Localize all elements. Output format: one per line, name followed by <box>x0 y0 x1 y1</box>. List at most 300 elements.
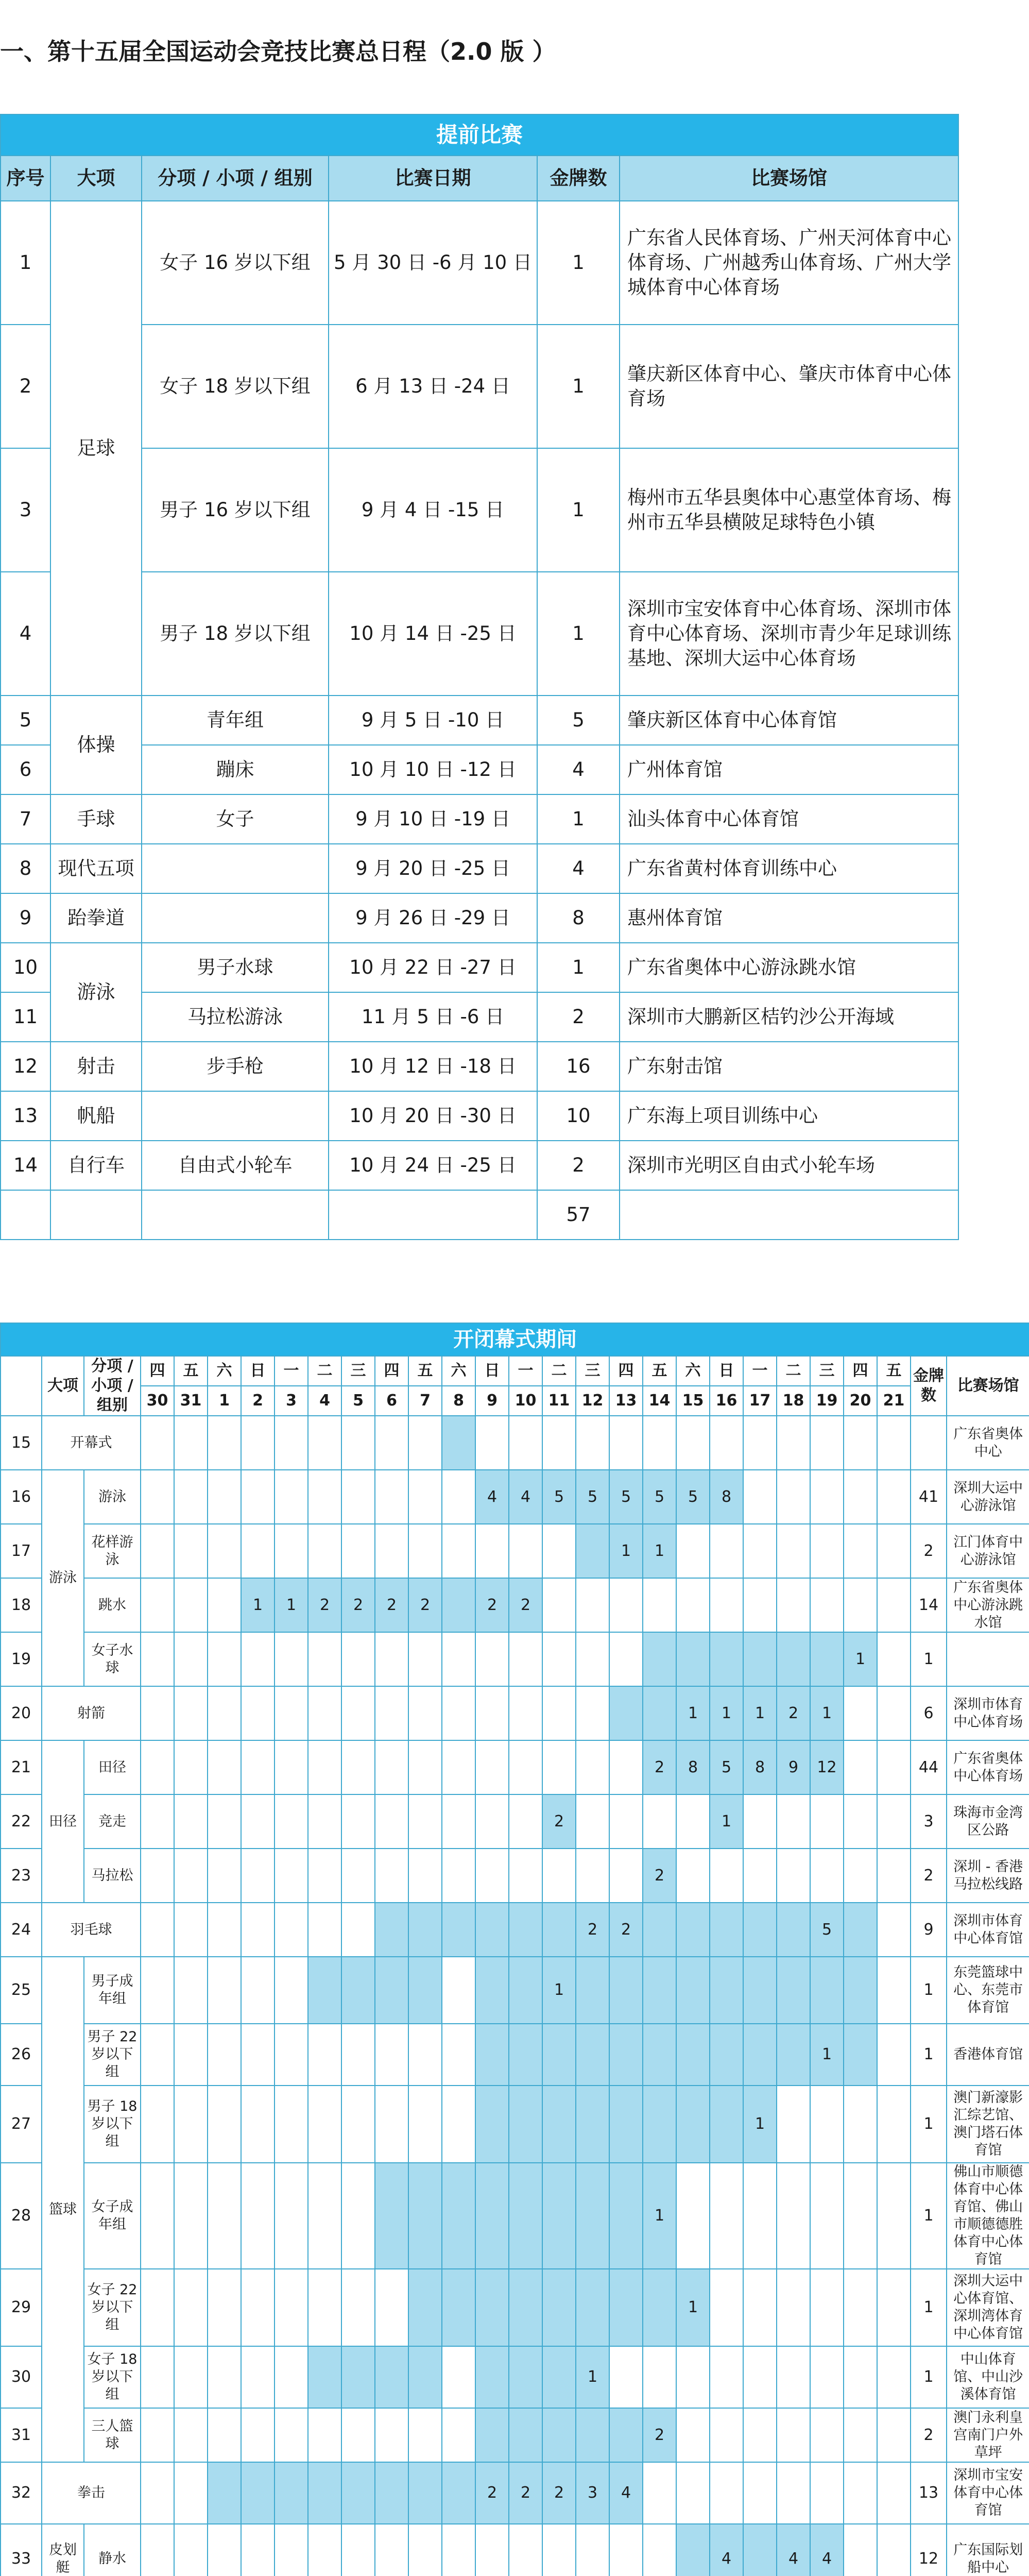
day-cell <box>174 1686 208 1740</box>
row-number: 15 <box>1 1416 42 1470</box>
date-label: 16 <box>710 1386 743 1416</box>
day-cell <box>141 2408 174 2462</box>
day-cell <box>844 2462 877 2524</box>
day-cell <box>208 1957 241 2024</box>
day-cell <box>375 1794 408 1849</box>
venue-cell: 香港体育馆 <box>947 2024 1029 2086</box>
date-label: 20 <box>844 1386 877 1416</box>
day-cell <box>877 1578 911 1632</box>
empty-cell <box>1 1356 42 1416</box>
day-cell <box>241 1686 275 1740</box>
day-cell <box>375 2524 408 2576</box>
early-schedule-table <box>0 114 959 1240</box>
day-cell <box>475 1849 509 1903</box>
day-cell <box>710 1903 743 1957</box>
gold-cell: 1 <box>911 2346 947 2408</box>
day-cell <box>475 1794 509 1849</box>
schedule-row <box>1 1957 1029 2024</box>
day-cell <box>576 1578 609 1632</box>
weekday-label: 五 <box>643 1356 676 1386</box>
day-cell <box>844 1849 877 1903</box>
day-cell <box>174 1903 208 1957</box>
day-cell <box>174 1794 208 1849</box>
gold-cell: 1 <box>911 2024 947 2086</box>
row-number: 22 <box>1 1794 42 1849</box>
weekday-label: 四 <box>609 1356 643 1386</box>
day-cell <box>542 2269 576 2346</box>
sport-cell: 田径 <box>42 1740 84 1903</box>
date-cell: 10 月 10 日 -12 日 <box>329 745 537 794</box>
day-cell <box>408 2086 442 2163</box>
day-cell <box>408 1903 442 1957</box>
row-number: 27 <box>1 2086 42 2163</box>
day-cell <box>375 1524 408 1578</box>
gold-count: 2 <box>475 2462 509 2524</box>
day-cell <box>877 2408 911 2462</box>
early-header-row <box>1 156 958 201</box>
gold-count: 4 <box>710 2524 743 2576</box>
venue-cell: 深圳市大鹏新区桔钓沙公开海域 <box>620 992 958 1042</box>
gold-count: 5 <box>643 1470 676 1524</box>
day-cell <box>375 2024 408 2086</box>
day-cell <box>643 2462 676 2524</box>
sub-cell: 女子水球 <box>84 1632 141 1686</box>
sub-cell: 田径 <box>84 1740 141 1794</box>
venue-cell: 广东省奥体中心游泳跳水馆 <box>947 1578 1029 1632</box>
day-cell <box>542 1416 576 1470</box>
day-cell <box>810 1470 844 1524</box>
day-cell <box>341 2086 375 2163</box>
row-number: 26 <box>1 2024 42 2086</box>
day-cell <box>408 1470 442 1524</box>
day-cell <box>241 1524 275 1578</box>
day-cell <box>174 1524 208 1578</box>
day-cell <box>408 2163 442 2269</box>
date-label: 14 <box>643 1386 676 1416</box>
empty-cell <box>50 1190 142 1240</box>
day-cell <box>877 1632 911 1686</box>
day-cell <box>576 1416 609 1470</box>
day-cell <box>308 2269 341 2346</box>
venue-cell: 广东省奥体中心游泳跳水馆 <box>620 943 958 992</box>
day-cell <box>844 2408 877 2462</box>
day-cell <box>877 1470 911 1524</box>
day-cell <box>475 2024 509 2086</box>
venue-cell: 广东省奥体中心体育场 <box>947 1740 1029 1794</box>
sport-cell: 游泳 <box>42 1470 84 1686</box>
gold-count: 5 <box>542 1470 576 1524</box>
gold-cell: 9 <box>911 1903 947 1957</box>
day-cell <box>241 2024 275 2086</box>
schedule-row <box>1 1740 1029 1794</box>
day-cell <box>576 1849 609 1903</box>
day-cell <box>609 1416 643 1470</box>
sub-cell: 男子 22 岁以下组 <box>84 2024 141 2086</box>
day-cell <box>275 2462 308 2524</box>
day-cell <box>141 2346 174 2408</box>
sport-cell: 手球 <box>50 794 142 844</box>
gold-count: 2 <box>576 1903 609 1957</box>
day-cell <box>408 1632 442 1686</box>
gold-count: 1 <box>676 2269 710 2346</box>
day-cell <box>676 1794 710 1849</box>
gold-count: 8 <box>743 1740 777 1794</box>
sub-cell: 自由式小轮车 <box>142 1141 329 1190</box>
day-cell <box>208 2524 241 2576</box>
day-cell <box>375 1632 408 1686</box>
day-cell <box>576 2086 609 2163</box>
venue-cell: 广东省人民体育场、广州天河体育中心体育场、广州越秀山体育场、广州大学城体育中心体育场 <box>620 201 958 325</box>
day-cell <box>743 2024 777 2086</box>
page-title: 一、第十五届全国运动会竞技比赛总日程（2.0 版 ） <box>0 38 556 65</box>
day-cell <box>475 2524 509 2576</box>
gold-count: 1 <box>710 1794 743 1849</box>
day-cell <box>275 1957 308 2024</box>
date-label: 3 <box>275 1386 308 1416</box>
gold-count: 3 <box>576 2462 609 2524</box>
day-cell <box>341 2524 375 2576</box>
day-cell <box>241 1416 275 1470</box>
venue-cell: 肇庆新区体育中心、肇庆市体育中心体育场 <box>620 325 958 448</box>
day-cell <box>275 2086 308 2163</box>
day-cell <box>777 1416 810 1470</box>
day-cell <box>408 1416 442 1470</box>
venue-cell: 澳门永利皇宫南门户外草坪 <box>947 2408 1029 2462</box>
day-cell <box>442 1686 475 1740</box>
schedule-row <box>1 1794 1029 1849</box>
day-cell <box>509 2163 542 2269</box>
day-cell <box>542 1524 576 1578</box>
day-cell <box>208 2163 241 2269</box>
date-label: 10 <box>509 1386 542 1416</box>
day-cell <box>442 1416 475 1470</box>
sport-cell: 篮球 <box>42 1957 84 2462</box>
schedule-row <box>1 1470 1029 1524</box>
weekday-label: 六 <box>208 1356 241 1386</box>
row-number: 33 <box>1 2524 42 2576</box>
date-label: 8 <box>442 1386 475 1416</box>
day-cell <box>777 1470 810 1524</box>
day-cell <box>877 1849 911 1903</box>
weekday-label: 五 <box>877 1356 911 1386</box>
sport-cell: 皮划艇 <box>42 2524 84 2576</box>
venue-cell: 广州体育馆 <box>620 745 958 794</box>
gold-count: 4 <box>609 2462 643 2524</box>
day-cell <box>241 1794 275 1849</box>
day-cell <box>676 1903 710 1957</box>
date-row <box>1 1386 1029 1416</box>
day-cell <box>375 1957 408 2024</box>
sub-cell: 花样游泳 <box>84 1524 141 1578</box>
gold-count: 4 <box>475 1470 509 1524</box>
early-row <box>1 201 958 325</box>
row-number: 20 <box>1 1686 42 1740</box>
day-cell <box>408 2269 442 2346</box>
sub-cell: 女子 18 岁以下组 <box>84 2346 141 2408</box>
day-cell <box>844 1416 877 1470</box>
gold-cell: 14 <box>911 1578 947 1632</box>
venue-cell: 深圳大运中心游泳馆 <box>947 1470 1029 1524</box>
early-banner: 提前比赛 <box>1 114 958 156</box>
main-schedule-table <box>0 1323 1029 2576</box>
day-cell <box>341 2346 375 2408</box>
date-label: 13 <box>609 1386 643 1416</box>
day-cell <box>810 1632 844 1686</box>
sub-cell <box>142 893 329 943</box>
day-cell <box>475 1524 509 1578</box>
day-cell <box>141 1686 174 1740</box>
day-cell <box>174 2346 208 2408</box>
day-cell <box>174 2408 208 2462</box>
gold-count: 2 <box>509 1578 542 1632</box>
day-cell <box>643 1903 676 1957</box>
day-cell <box>208 2024 241 2086</box>
weekday-label: 一 <box>275 1356 308 1386</box>
day-cell <box>542 2024 576 2086</box>
day-cell <box>676 1957 710 2024</box>
day-cell <box>442 1794 475 1849</box>
day-cell <box>810 2462 844 2524</box>
day-cell <box>609 1632 643 1686</box>
day-cell <box>475 1632 509 1686</box>
day-cell <box>141 1849 174 1903</box>
sub-cell: 青年组 <box>142 696 329 745</box>
day-cell <box>877 2024 911 2086</box>
day-cell <box>141 1578 174 1632</box>
day-cell <box>844 1794 877 1849</box>
day-cell <box>141 2024 174 2086</box>
day-cell <box>710 2086 743 2163</box>
date-cell: 9 月 26 日 -29 日 <box>329 893 537 943</box>
day-cell <box>877 2462 911 2524</box>
day-cell <box>308 2086 341 2163</box>
schedule-row <box>1 2524 1029 2576</box>
day-cell <box>743 1470 777 1524</box>
date-label: 30 <box>141 1386 174 1416</box>
sport-cell: 帆船 <box>50 1091 142 1141</box>
day-cell <box>308 1740 341 1794</box>
header-venue: 比赛场馆 <box>620 156 958 201</box>
day-cell <box>542 1903 576 1957</box>
sub-cell: 三人篮球 <box>84 2408 141 2462</box>
day-cell <box>475 2086 509 2163</box>
day-cell <box>710 2462 743 2524</box>
weekday-label: 六 <box>442 1356 475 1386</box>
sub-cell: 女子 16 岁以下组 <box>142 201 329 325</box>
day-cell <box>174 2024 208 2086</box>
venue-cell: 珠海市金湾区公路 <box>947 1794 1029 1849</box>
day-cell <box>408 2524 442 2576</box>
gold-count: 12 <box>810 1740 844 1794</box>
header-sport: 大项 <box>42 1356 84 1416</box>
day-cell <box>542 1632 576 1686</box>
gold-cell: 1 <box>537 201 620 325</box>
row-number: 21 <box>1 1740 42 1794</box>
row-number: 9 <box>1 893 50 943</box>
day-cell <box>743 1957 777 2024</box>
row-number: 16 <box>1 1470 42 1524</box>
day-cell <box>609 2524 643 2576</box>
weekday-label: 三 <box>576 1356 609 1386</box>
gold-cell: 2 <box>537 992 620 1042</box>
day-cell <box>844 2163 877 2269</box>
gold-count: 2 <box>643 1740 676 1794</box>
venue-cell: 东莞篮球中心、东莞市体育馆 <box>947 1957 1029 2024</box>
day-cell <box>542 2346 576 2408</box>
day-cell <box>141 1524 174 1578</box>
sport-cell: 射击 <box>50 1042 142 1091</box>
date-label: 11 <box>542 1386 576 1416</box>
day-cell <box>643 1632 676 1686</box>
day-cell <box>810 2163 844 2269</box>
day-cell <box>810 2408 844 2462</box>
day-cell <box>475 2163 509 2269</box>
sub-cell <box>142 844 329 893</box>
day-cell <box>174 2269 208 2346</box>
row-number: 4 <box>1 572 50 696</box>
day-cell <box>576 1686 609 1740</box>
day-cell <box>308 1524 341 1578</box>
row-number: 25 <box>1 1957 42 2024</box>
day-cell <box>375 1416 408 1470</box>
day-cell <box>442 1740 475 1794</box>
day-cell <box>341 2269 375 2346</box>
row-number: 6 <box>1 745 50 794</box>
schedule-row <box>1 2408 1029 2462</box>
sport-cell: 羽毛球 <box>42 1903 141 1957</box>
day-cell <box>710 2346 743 2408</box>
day-cell <box>676 1578 710 1632</box>
venue-cell: 深圳 - 香港马拉松线路 <box>947 1849 1029 1903</box>
date-label: 2 <box>241 1386 275 1416</box>
day-cell <box>475 1903 509 1957</box>
sub-cell: 游泳 <box>84 1470 141 1524</box>
day-cell <box>442 1957 475 2024</box>
day-cell <box>174 1470 208 1524</box>
schedule-row <box>1 1903 1029 1957</box>
date-label: 21 <box>877 1386 911 1416</box>
day-cell <box>141 2163 174 2269</box>
day-cell <box>308 2408 341 2462</box>
day-cell <box>141 2462 174 2524</box>
day-cell <box>710 1632 743 1686</box>
day-cell <box>844 1903 877 1957</box>
date-cell: 10 月 24 日 -25 日 <box>329 1141 537 1190</box>
day-cell <box>275 2408 308 2462</box>
day-cell <box>643 2524 676 2576</box>
day-cell <box>810 1957 844 2024</box>
day-cell <box>777 2269 810 2346</box>
day-cell <box>341 2163 375 2269</box>
weekday-label: 二 <box>777 1356 810 1386</box>
gold-count: 1 <box>643 1524 676 1578</box>
schedule-row <box>1 1578 1029 1632</box>
main-banner-row <box>1 1323 1029 1356</box>
day-cell <box>408 1957 442 2024</box>
row-number: 1 <box>1 201 50 325</box>
day-cell <box>208 2408 241 2462</box>
day-cell <box>844 2524 877 2576</box>
gold-cell: 1 <box>537 572 620 696</box>
sport-cell: 游泳 <box>50 943 142 1042</box>
day-cell <box>609 2086 643 2163</box>
day-cell <box>777 1524 810 1578</box>
weekday-label: 四 <box>375 1356 408 1386</box>
day-cell <box>877 1903 911 1957</box>
day-cell <box>241 2086 275 2163</box>
gold-count: 8 <box>676 1740 710 1794</box>
gold-cell: 6 <box>911 1686 947 1740</box>
day-cell <box>241 1632 275 1686</box>
gold-cell: 12 <box>911 2524 947 2576</box>
schedule-row <box>1 2462 1029 2524</box>
venue-cell: 广东省奥体中心 <box>947 1416 1029 1470</box>
row-number: 11 <box>1 992 50 1042</box>
early-row <box>1 844 958 893</box>
day-cell <box>275 2163 308 2269</box>
schedule-row <box>1 2086 1029 2163</box>
row-number: 8 <box>1 844 50 893</box>
gold-cell: 2 <box>911 2408 947 2462</box>
day-cell <box>609 2163 643 2269</box>
row-number: 3 <box>1 448 50 572</box>
day-cell <box>609 1686 643 1740</box>
sub-cell: 男子 16 岁以下组 <box>142 448 329 572</box>
day-cell <box>576 1957 609 2024</box>
day-cell <box>141 1794 174 1849</box>
gold-count: 4 <box>777 2524 810 2576</box>
day-cell <box>174 2086 208 2163</box>
day-cell <box>341 1686 375 1740</box>
early-total-row <box>1 1190 958 1240</box>
day-cell <box>676 2346 710 2408</box>
row-number: 12 <box>1 1042 50 1091</box>
row-number: 32 <box>1 2462 42 2524</box>
empty-cell <box>329 1190 537 1240</box>
day-cell <box>174 1416 208 1470</box>
gold-count: 1 <box>810 1686 844 1740</box>
day-cell <box>777 1578 810 1632</box>
row-number: 13 <box>1 1091 50 1141</box>
gold-cell: 13 <box>911 2462 947 2524</box>
day-cell <box>509 1849 542 1903</box>
weekday-label: 三 <box>810 1356 844 1386</box>
day-cell <box>408 2408 442 2462</box>
row-number: 5 <box>1 696 50 745</box>
weekday-label: 五 <box>408 1356 442 1386</box>
gold-count: 1 <box>710 1686 743 1740</box>
sub-cell: 蹦床 <box>142 745 329 794</box>
day-cell <box>275 2346 308 2408</box>
sport-cell: 射箭 <box>42 1686 141 1740</box>
day-cell <box>341 1740 375 1794</box>
day-cell <box>643 1794 676 1849</box>
day-cell <box>609 1578 643 1632</box>
row-number: 14 <box>1 1141 50 1190</box>
sub-cell: 马拉松 <box>84 1849 141 1903</box>
day-cell <box>643 2346 676 2408</box>
day-cell <box>241 2269 275 2346</box>
day-cell <box>141 1470 174 1524</box>
sub-cell <box>142 1091 329 1141</box>
weekday-label: 日 <box>710 1356 743 1386</box>
day-cell <box>275 2269 308 2346</box>
early-row <box>1 448 958 572</box>
day-cell <box>777 2086 810 2163</box>
row-number: 10 <box>1 943 50 992</box>
day-cell <box>777 2346 810 2408</box>
gold-cell: 3 <box>911 1794 947 1849</box>
